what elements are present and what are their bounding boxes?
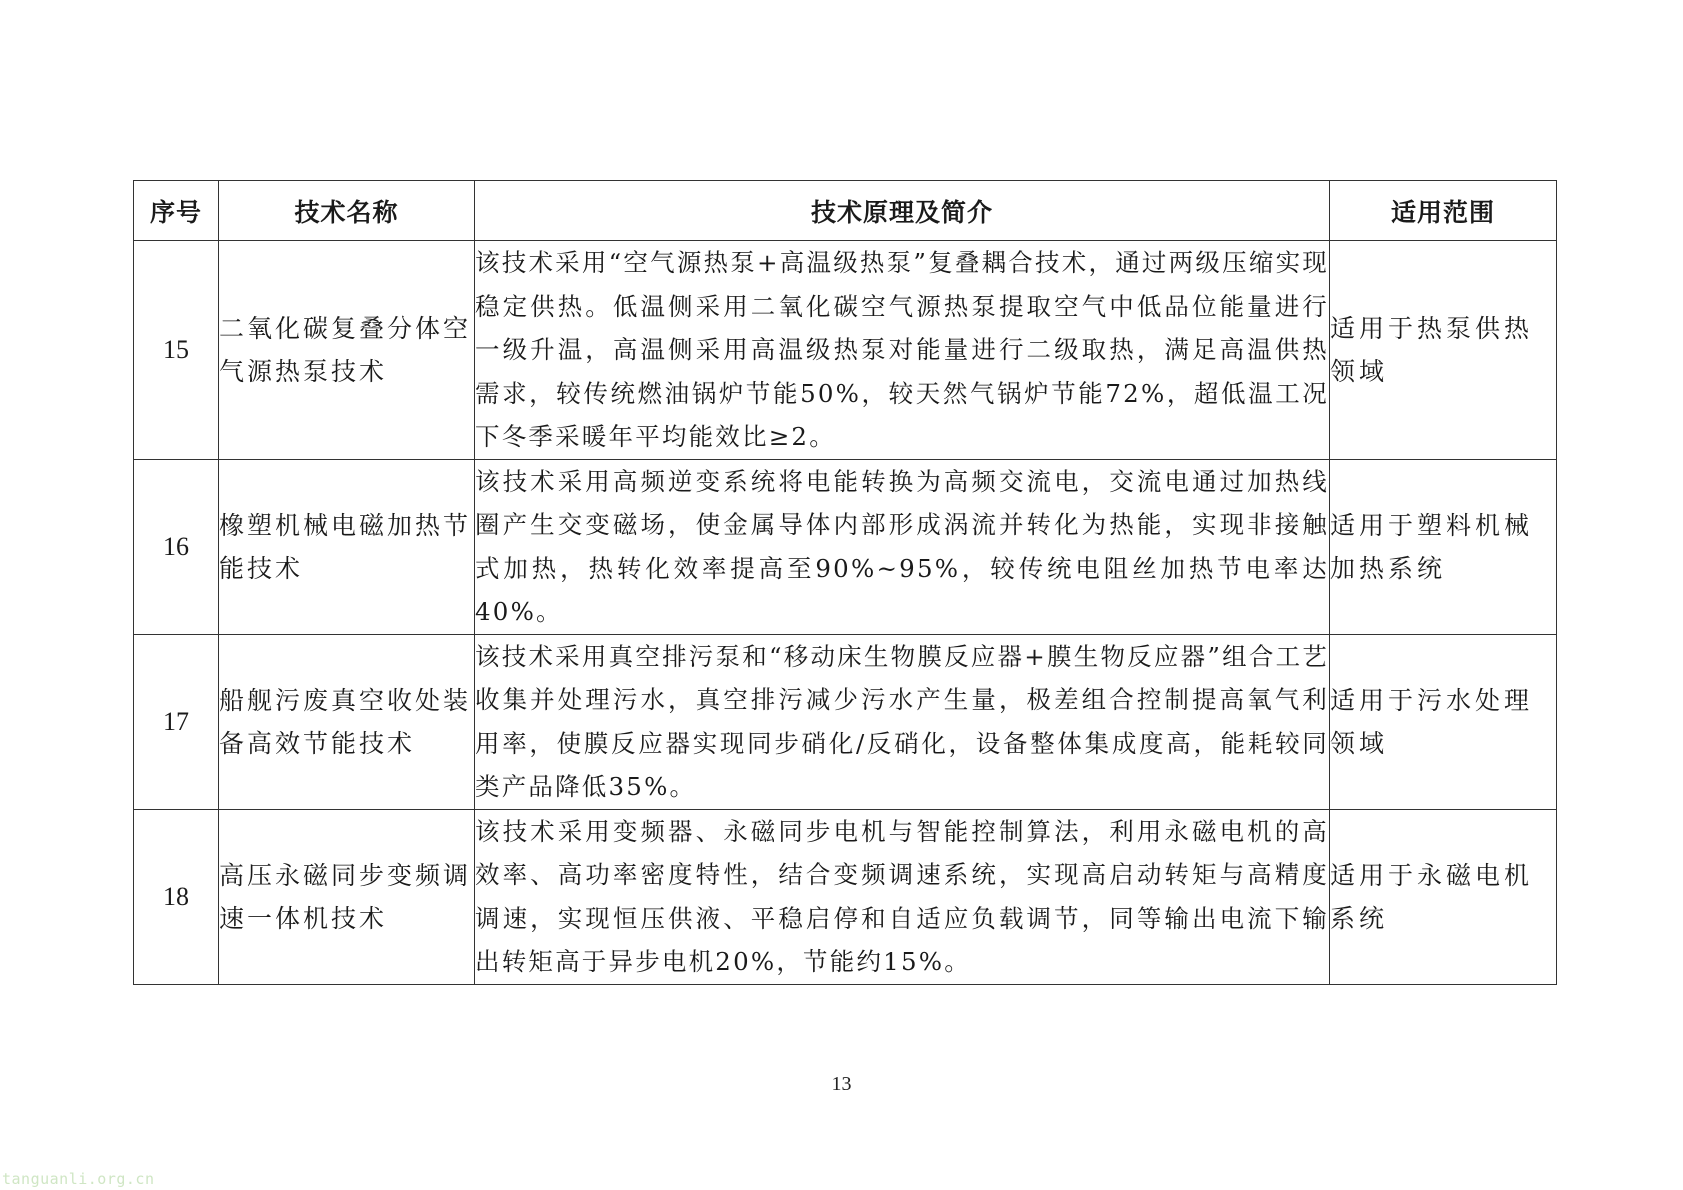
cell-description: 该技术采用变频器、永磁同步电机与智能控制算法，利用永磁电机的高效率、高功率密度特性，结合变频调速系统，实现高启动转矩与高精度调速，实现恒压供液、平稳启停和自适应负载调节，同等输出电流下输出转矩高于异步电机20%，节能约15%。 bbox=[475, 809, 1330, 984]
header-scope: 适用范围 bbox=[1330, 181, 1557, 241]
cell-technology-name: 船舰污废真空收处装备高效节能技术 bbox=[219, 634, 475, 809]
cell-technology-name: 二氧化碳复叠分体空气源热泵技术 bbox=[219, 241, 475, 460]
header-serial-number: 序号 bbox=[134, 181, 219, 241]
cell-scope: 适用于永磁电机系统 bbox=[1330, 809, 1557, 984]
table-header-row bbox=[134, 181, 1557, 241]
cell-serial-number: 15 bbox=[134, 241, 219, 460]
cell-serial-number: 16 bbox=[134, 459, 219, 634]
cell-scope: 适用于污水处理领域 bbox=[1330, 634, 1557, 809]
table-row bbox=[134, 634, 1557, 809]
cell-technology-name: 高压永磁同步变频调速一体机技术 bbox=[219, 809, 475, 984]
technology-table bbox=[133, 180, 1557, 985]
table-row bbox=[134, 241, 1557, 460]
cell-description: 该技术采用真空排污泵和“移动床生物膜反应器+膜生物反应器”组合工艺收集并处理污水，真空排污减少污水产生量，极差组合控制提高氧气利用率，使膜反应器实现同步硝化/反硝化，设备整体集成度高，能耗较同类产品降低35%。 bbox=[475, 634, 1330, 809]
cell-serial-number: 17 bbox=[134, 634, 219, 809]
header-description: 技术原理及简介 bbox=[475, 181, 1330, 241]
table-row bbox=[134, 809, 1557, 984]
cell-description: 该技术采用“空气源热泵+高温级热泵”复叠耦合技术，通过两级压缩实现稳定供热。低温侧采用二氧化碳空气源热泵提取空气中低品位能量进行一级升温，高温侧采用高温级热泵对能量进行二级取热，满足高温供热需求，较传统燃油锅炉节能50%，较天然气锅炉节能72%，超低温工况下冬季采暖年平均能效比≥2。 bbox=[475, 241, 1330, 460]
page-number: 13 bbox=[831, 1073, 852, 1095]
cell-description: 该技术采用高频逆变系统将电能转换为高频交流电，交流电通过加热线圈产生交变磁场，使金属导体内部形成涡流并转化为热能，实现非接触式加热，热转化效率提高至90%~95%，较传统电阻丝加热节电率达40%。 bbox=[475, 459, 1330, 634]
cell-technology-name: 橡塑机械电磁加热节能技术 bbox=[219, 459, 475, 634]
header-technology-name: 技术名称 bbox=[219, 181, 475, 241]
watermark: tanguanli.org.cn bbox=[2, 1170, 155, 1188]
cell-scope: 适用于塑料机械加热系统 bbox=[1330, 459, 1557, 634]
cell-scope: 适用于热泵供热领域 bbox=[1330, 241, 1557, 460]
cell-serial-number: 18 bbox=[134, 809, 219, 984]
table-row bbox=[134, 459, 1557, 634]
